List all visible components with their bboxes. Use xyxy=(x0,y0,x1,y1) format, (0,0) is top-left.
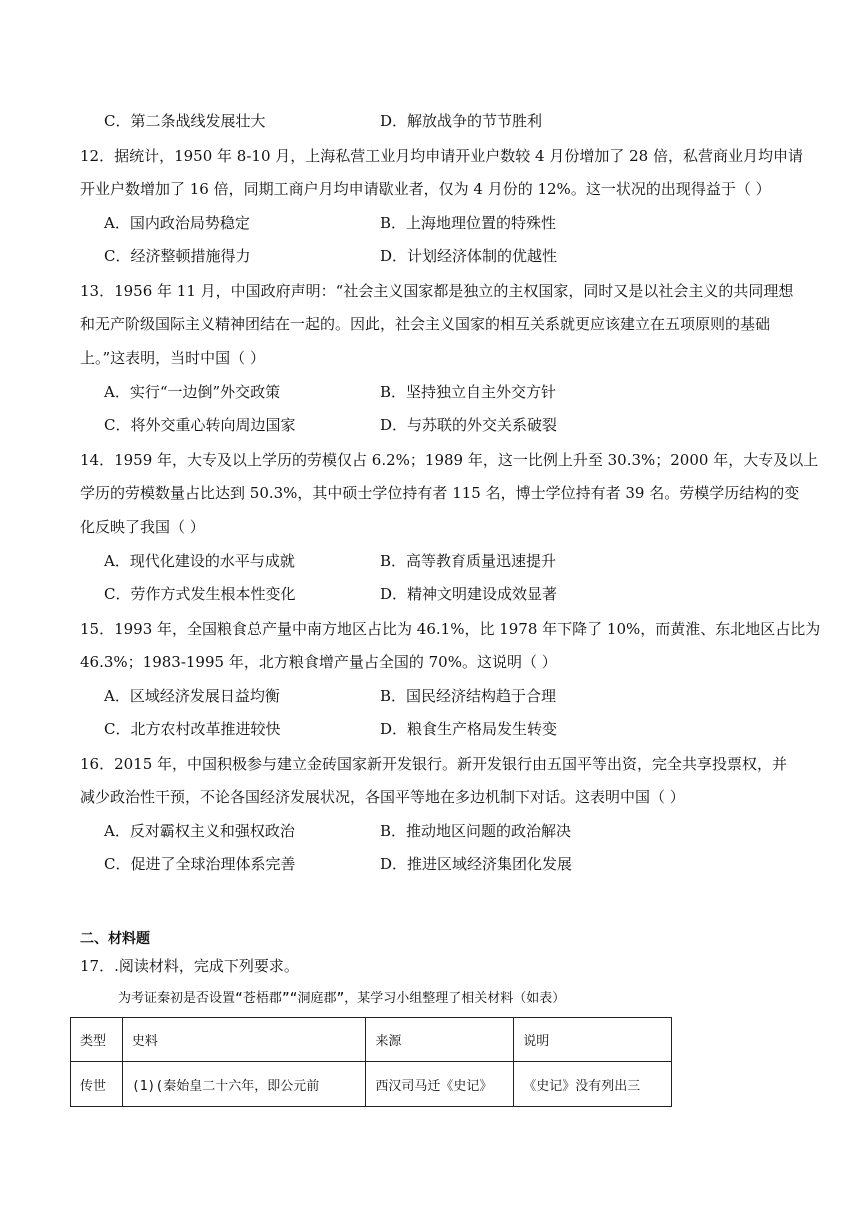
q12-option-a: A．国内政治局势稳定 xyxy=(104,214,250,232)
q17-intro: 17．.阅读材料，完成下列要求。 xyxy=(80,957,299,975)
header-source-text: 史料 xyxy=(122,1018,366,1062)
q16-stem-line2: 减少政治性干预，不论各国经济发展状况，各国平等地在多边机制下对话。这表明中国（ ） xyxy=(80,788,685,806)
header-type: 类型 xyxy=(71,1018,123,1062)
table-cell: 《史记》没有列出三 xyxy=(514,1062,672,1107)
q14-stem-line3: 化反映了我国（ ） xyxy=(80,518,205,536)
table-cell: (1)(秦始皇二十六年，即公元前 xyxy=(122,1062,366,1107)
table-header-row xyxy=(71,1018,672,1062)
q12-stem-line2: 开业户数增加了 16 倍，同期工商户月均申请歇业者，仅为 4 月份的 12%。这一状况的出现得益于（ ） xyxy=(80,180,771,198)
q13-option-c: C．将外交重心转向周边国家 xyxy=(104,416,296,434)
table-caption: 为考证秦初是否设置“苍梧郡”“洞庭郡”，某学习小组整理了相关材料（如表） xyxy=(118,991,566,1006)
q13-stem-line2: 和无产阶级国际主义精神团结在一起的。因此，社会主义国家的相互关系就更应该建立在五项原则的基础 xyxy=(80,315,771,333)
q13-stem-line3: 上。”这表明，当时中国（ ） xyxy=(80,349,265,367)
q16-option-d: D．推进区域经济集团化发展 xyxy=(380,855,573,873)
q14-option-d: D．精神文明建设成效显著 xyxy=(380,585,558,603)
q15-option-b: B．国民经济结构趋于合理 xyxy=(380,687,557,705)
q13-option-b: B．坚持独立自主外交方针 xyxy=(380,383,557,401)
q15-option-d: D．粮食生产格局发生转变 xyxy=(380,720,558,738)
material-table xyxy=(70,1017,672,1107)
q14-option-a: A．现代化建设的水平与成就 xyxy=(104,552,295,570)
q13-option-a: A．实行“一边倒”外交政策 xyxy=(104,383,281,401)
table-cell: 传世 xyxy=(71,1062,123,1107)
q16-option-a: A．反对霸权主义和强权政治 xyxy=(104,822,295,840)
header-note: 说明 xyxy=(514,1018,672,1062)
q13-stem-line1: 13．1956 年 11 月，中国政府声明：“社会主义国家都是独立的主权国家，同时又是以社会主义的共同理想 xyxy=(80,282,794,300)
q14-option-c: C．劳作方式发生根本性变化 xyxy=(104,585,296,603)
q15-option-c: C．北方农村改革推进较快 xyxy=(104,720,281,738)
q12-option-b: B．上海地理位置的特殊性 xyxy=(380,214,557,232)
q14-option-b: B．高等教育质量迅速提升 xyxy=(380,552,557,570)
q11-option-c: C．第二条战线发展壮大 xyxy=(104,112,266,130)
q15-option-a: A．区域经济发展日益均衡 xyxy=(104,687,280,705)
q15-stem-line1: 15．1993 年，全国粮食总产量中南方地区占比为 46.1%，比 1978 年下降了 10%，而黄淮、东北地区占比为 xyxy=(80,620,821,638)
q11-option-d: D．解放战争的节节胜利 xyxy=(380,112,543,130)
table-row xyxy=(71,1062,672,1107)
q12-stem-line1: 12．据统计，1950 年 8-10 月，上海私营工业月均申请开业户数较 4 月份增加了 28 倍，私营商业月均申请 xyxy=(80,147,803,165)
q14-stem-line1: 14．1959 年，大专及以上学历的劳模仅占 6.2%；1989 年，这一比例上升至 30.3%；2000 年，大专及以上 xyxy=(80,451,819,469)
q16-option-b: B．推动地区问题的政治解决 xyxy=(380,822,572,840)
q13-option-d: D．与苏联的外交关系破裂 xyxy=(380,416,558,434)
q16-stem-line1: 16．2015 年，中国积极参与建立金砖国家新开发银行。新开发银行由五国平等出资，完全共享投票权，并 xyxy=(80,755,788,773)
q12-option-d: D．计划经济体制的优越性 xyxy=(380,247,558,265)
q12-option-c: C．经济整顿措施得力 xyxy=(104,247,251,265)
q14-stem-line2: 学历的劳模数量占比达到 50.3%，其中硕士学位持有者 115 名，博士学位持有者 39 名。劳模学历结构的变 xyxy=(80,484,800,502)
section-title: 二、材料题 xyxy=(80,931,150,947)
q15-stem-line2: 46.3%；1983-1995 年，北方粮食增产量占全国的 70%。这说明（ ） xyxy=(80,653,557,671)
table-cell: 西汉司马迁《史记》 xyxy=(366,1062,514,1107)
header-origin: 来源 xyxy=(366,1018,514,1062)
q16-option-c: C．促进了全球治理体系完善 xyxy=(104,855,296,873)
